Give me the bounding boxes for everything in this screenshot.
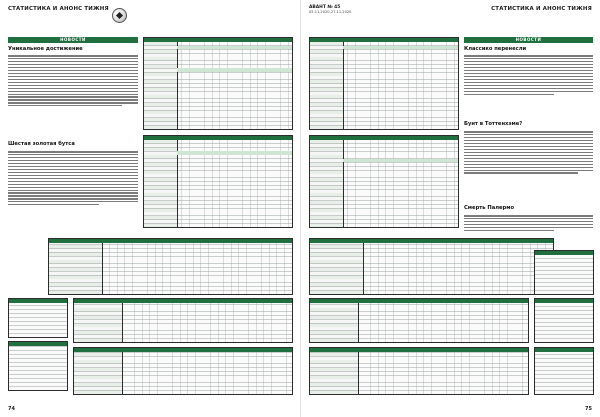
left-page-number: 74 (8, 406, 15, 412)
left-article1-title: Уникальное достижение (8, 46, 83, 52)
results-table-3 (534, 250, 594, 295)
left-article1-body (8, 54, 138, 138)
results-table-5 (534, 347, 594, 395)
left-section-title: СТАТИСТИКА И АНОНС ТИЖНЯ (8, 6, 109, 12)
league-table-1 (143, 37, 293, 130)
left-article2-body (8, 150, 138, 238)
left-news-bar: НОВОСТИ (8, 37, 138, 43)
right-page-number: 75 (585, 406, 592, 412)
left-article2-title: Шестая золотая бутса (8, 141, 75, 147)
fixtures-table-3 (73, 347, 293, 395)
right-article1-title: Классико перенесли (464, 46, 527, 52)
right-page (300, 0, 600, 417)
right-news-bar: НОВОСТИ (464, 37, 593, 43)
league-table-4 (309, 135, 459, 228)
right-article2-title: Бунт в Тоттенхэме? (464, 121, 523, 127)
results-table-4 (534, 298, 594, 343)
magazine-masthead (309, 5, 351, 14)
fixtures-table-2 (73, 298, 293, 343)
right-article2-body (464, 130, 593, 198)
right-article1-body (464, 54, 593, 118)
results-table-2 (8, 341, 68, 391)
magazine-title: АВАНТ № 45 (309, 5, 341, 10)
fixtures-table-5 (309, 298, 529, 343)
football-icon (112, 8, 127, 23)
right-section-title: СТАТИСТИКА И АНОНС ТИЖНЯ (491, 6, 592, 12)
results-table-1 (8, 298, 68, 338)
magazine-date: 05.11.2020-27.11.2020 (309, 10, 352, 14)
fixtures-table-4 (309, 238, 554, 295)
fixtures-table-1 (48, 238, 293, 295)
league-table-2 (143, 135, 293, 228)
fixtures-table-6 (309, 347, 529, 395)
right-article3-title: Смерть Палермо (464, 205, 515, 211)
league-table-3 (309, 37, 459, 130)
